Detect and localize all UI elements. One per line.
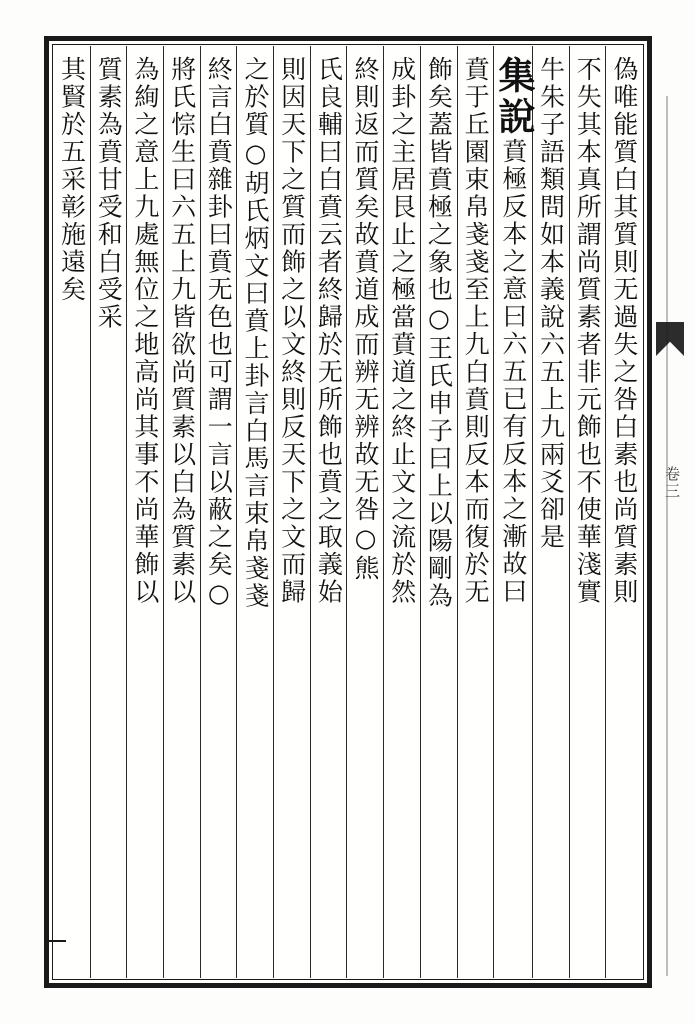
text-column-11 — [236, 46, 273, 978]
text-column-8 — [346, 46, 383, 978]
text-column-4-heading — [491, 46, 536, 978]
volume-mark: 卷三 — [663, 466, 681, 500]
column-text: 之於質○胡氏炳文曰賁上卦言白馬言束帛戔戔 — [240, 56, 270, 610]
column-text: 牛朱子語類問如本義說六五上九兩爻卻是 — [536, 56, 566, 551]
column-text: 氏良輔曰白賁云者終歸於无所飾也賁之取義始 — [314, 56, 344, 606]
section-heading: 集說 — [491, 56, 536, 138]
text-column-container — [54, 46, 642, 978]
column-text: 終言白賁雜卦曰賁无色也可謂一言以蔽之矣○ — [204, 56, 234, 610]
text-column-9 — [310, 46, 347, 978]
text-column-6 — [420, 46, 457, 978]
column-text: 賁于丘園束帛戔戔至上九白賁則反本而復於无 — [461, 56, 491, 606]
text-column-13 — [163, 46, 200, 978]
text-column-15 — [90, 46, 127, 978]
page-margin-right — [652, 36, 695, 988]
column-text: 其賢於五采彰施遠矣 — [57, 56, 87, 304]
text-column-7 — [383, 46, 420, 978]
column-text: 飾矣蓋皆賁極之象也○王氏申子曰上以陽剛為 — [424, 56, 454, 610]
heading-stack — [491, 56, 536, 978]
text-column-14 — [126, 46, 163, 978]
column-text: 成卦之主居艮止之極當賁道之終止文之流於然 — [387, 56, 417, 606]
margin-rule-line — [666, 96, 668, 976]
column-text: 終則返而質矣故賁道成而辨无辨故无咎○熊 — [351, 56, 381, 583]
column-text: 不失其本真所謂尚質素者非元飾也不使華淺實 — [573, 56, 603, 606]
text-column-10 — [273, 46, 310, 978]
text-column-2 — [569, 46, 606, 978]
text-column-1 — [605, 46, 642, 978]
fishtail-ornament-icon — [656, 322, 684, 356]
column-text: 賁極反本之意曰六五已有反本之漸故曰 — [498, 138, 528, 606]
column-text: 質素為賁甘受和白受采 — [94, 56, 124, 331]
text-column-3 — [532, 46, 569, 978]
column-text: 偽唯能質白其質則无過失之咎白素也尚質素則 — [609, 56, 639, 606]
column-text: 將氏悰生曰六五上九皆欲尚質素以白為質素以 — [167, 56, 197, 606]
text-column-12 — [200, 46, 237, 978]
text-column-16 — [54, 46, 90, 978]
column-text: 為絢之意上九處無位之地高尚其事不尚華飾以 — [130, 56, 160, 606]
text-column-5 — [457, 46, 494, 978]
column-text: 則因天下之質而飾之以文終則反天下之文而歸 — [277, 56, 307, 606]
